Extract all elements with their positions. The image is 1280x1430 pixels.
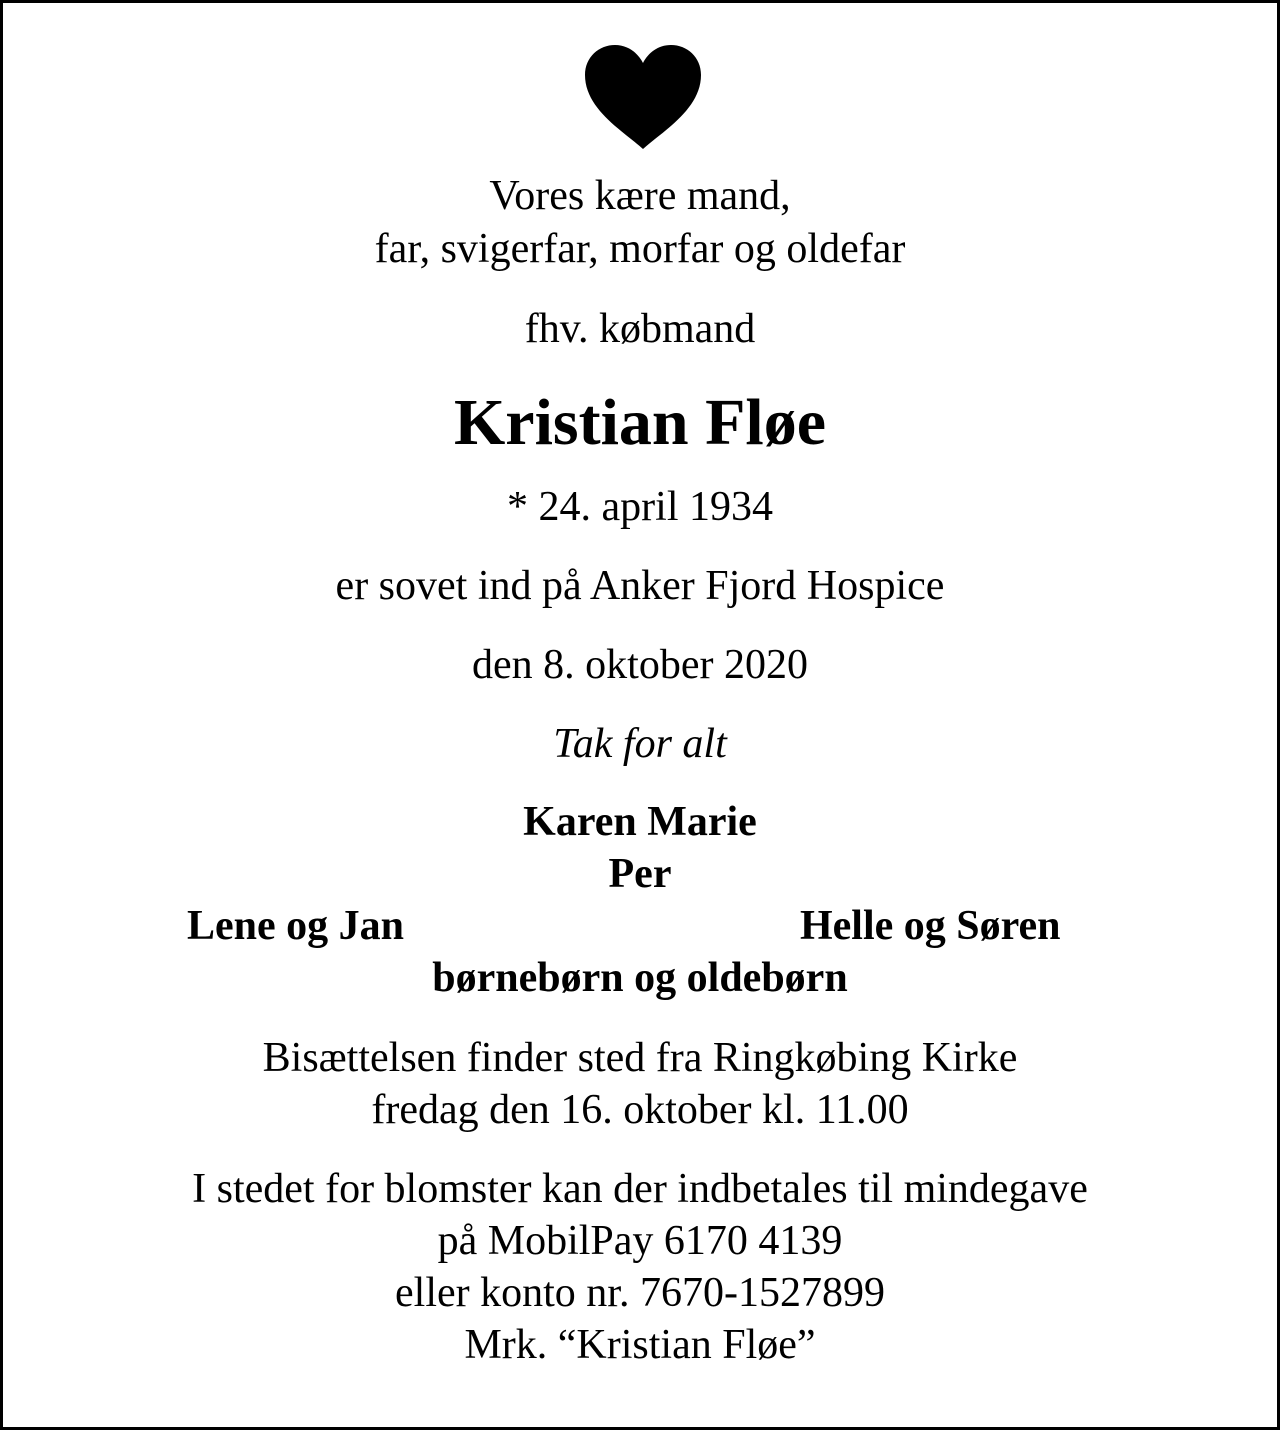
birth-date: * 24. april 1934 [507,484,773,530]
donation-line-2: på MobilPay 6170 4139 [437,1218,843,1264]
intro-line-1: Vores kære mand, [489,173,791,219]
funeral-line-2: fredag den 16. oktober kl. 11.00 [371,1087,909,1133]
passing-date: den 8. oktober 2020 [472,642,808,688]
heart-icon [583,43,703,151]
donation-line-1: I stedet for blomster kan der indbetales til mindegave [192,1166,1088,1212]
family-line-4: børnebørn og oldebørn [432,955,848,1001]
donation-line-4: Mrk. “Kristian Fløe” [464,1322,816,1368]
occupation: fhv. købmand [524,306,756,352]
closing-phrase: Tak for alt [553,721,727,767]
deceased-name: Kristian Fløe [453,386,827,459]
passing-place: er sovet ind på Anker Fjord Hospice [335,563,945,609]
family-line-1: Karen Marie [523,799,757,845]
family-left: Lene og Jan [187,903,405,949]
family-line-2: Per [608,851,672,897]
funeral-line-1: Bisættelsen finder sted fra Ringkøbing Kirke [262,1035,1018,1081]
intro-line-2: far, svigerfar, morfar og oldefar [374,226,906,272]
family-right: Helle og Søren [800,903,1061,949]
donation-line-3: eller konto nr. 7670-1527899 [395,1270,885,1316]
